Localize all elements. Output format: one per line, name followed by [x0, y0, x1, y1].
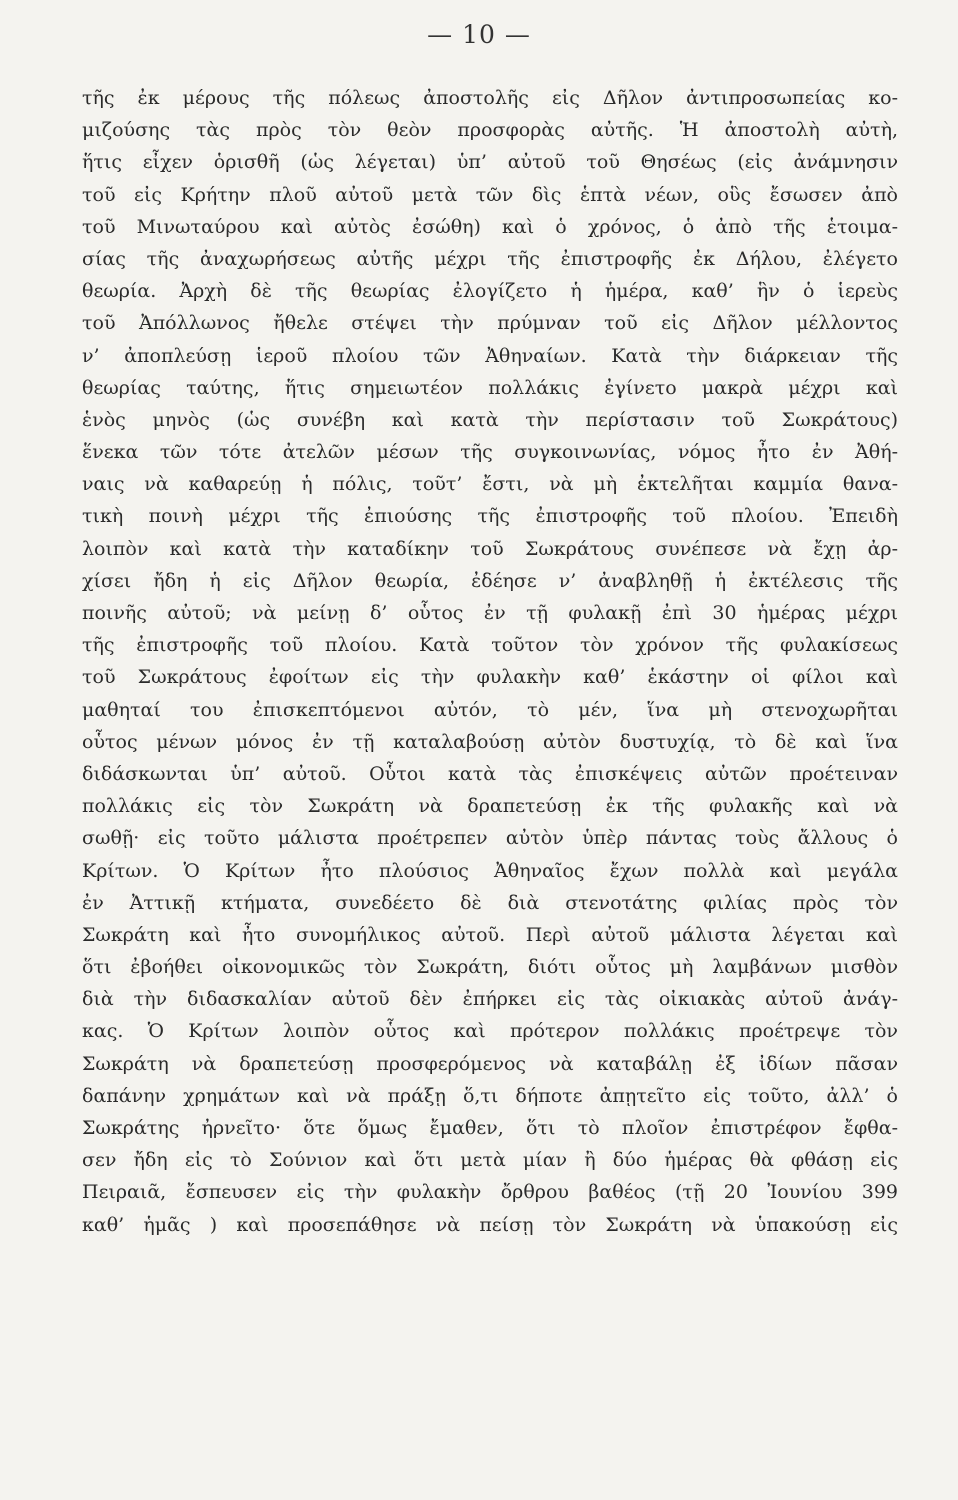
text-line: ἥτις εἶχεν ὁρισθῆ (ὡς λέγεται) ὑπ’ αὐτοῦ τοῦ Θησέως (εἰς ἀνάμνησιν: [82, 151, 898, 174]
text-line: θεωρίας ταύτης, ἥτις σημειωτέον πολλάκις ἐγίνετο μακρὰ μέχρι καὶ: [82, 376, 898, 399]
text-line: ν’ ἀποπλεύσῃ ἱεροῦ πλοίου τῶν Ἀθηναίων. Κατὰ τὴν διάρκειαν τῆς: [82, 344, 898, 367]
text-line: Σωκράτη νὰ δραπετεύσῃ προσφερόμενος νὰ καταβάλῃ ἐξ ἰδίων πᾶσαν: [82, 1052, 898, 1075]
text-line: καθ’ ἡμᾶς ) καὶ προσεπάθησε νὰ πείσῃ τὸν Σωκράτη νὰ ὑπακούσῃ εἰς: [82, 1213, 898, 1236]
text-line: διὰ τὴν διδασκαλίαν αὐτοῦ δὲν ἐπήρκει εἰς τὰς οἰκιακὰς αὐτοῦ ἀνάγ-: [82, 988, 898, 1011]
text-line: οὗτος μένων μόνος ἐν τῇ καταλαβούσῃ αὐτὸν δυστυχίᾳ, τὸ δὲ καὶ ἵνα: [82, 730, 898, 753]
text-line: ἕνεκα τῶν τότε ἀτελῶν μέσων τῆς συγκοινωνίας, νόμος ἦτο ἐν Ἀθή-: [82, 441, 898, 464]
text-line: χίσει ἤδη ἡ εἰς Δῆλον θεωρία, ἐδέησε ν’ ἀναβληθῇ ἡ ἐκτέλεσις τῆς: [82, 569, 898, 592]
text-line: τῆς ἐκ μέρους τῆς πόλεως ἀποστολῆς εἰς Δῆλον ἀντιπροσωπείας κο-: [82, 87, 898, 109]
text-line: Σωκράτη καὶ ἦτο συνομήλικος αὐτοῦ. Περὶ αὐτοῦ μάλιστα λέγεται καὶ: [82, 923, 898, 946]
text-line: σεν ἤδη εἰς τὸ Σούνιον καὶ ὅτι μετὰ μίαν ἢ δύο ἡμέρας θὰ φθάσῃ εἰς: [82, 1149, 898, 1172]
text-line: μιζούσης τὰς πρὸς τὸν θεὸν προσφορὰς αὐτῆς. Ἡ ἀποστολὴ αὐτὴ,: [82, 119, 898, 142]
text-line: τοῦ Ἀπόλλωνος ἤθελε στέψει τὴν πρύμναν τοῦ εἰς Δῆλον μέλλοντος: [82, 312, 898, 335]
text-line: θεωρία. Ἀρχὴ δὲ τῆς θεωρίας ἐλογίζετο ἡ ἡμέρα, καθ’ ἣν ὁ ἱερεὺς: [82, 280, 898, 303]
text-line: ἐν Ἀττικῇ κτήματα, συνεδέετο δὲ διὰ στενοτάτης φιλίας πρὸς τὸν: [82, 891, 898, 914]
text-line: τοῦ Μινωταύρου καὶ αὐτὸς ἐσώθη) καὶ ὁ χρόνος, ὁ ἀπὸ τῆς ἑτοιμα-: [82, 215, 898, 238]
text-line: ἑνὸς μηνὸς (ὡς συνέβη καὶ κατὰ τὴν περίστασιν τοῦ Σωκράτους): [82, 408, 898, 431]
text-line: Πειραιᾶ, ἔσπευσεν εἰς τὴν φυλακὴν ὄρθρου βαθέος (τῇ 20 Ἰουνίου 399: [82, 1181, 898, 1204]
text-line: μαθηταί του ἐπισκεπτόμενοι αὐτόν, τὸ μέν, ἵνα μὴ στενοχωρῆται: [82, 698, 898, 721]
text-line: σωθῇ· εἰς τοῦτο μάλιστα προέτρεπεν αὐτὸν ὑπὲρ πάντας τοὺς ἄλλους ὁ: [82, 827, 898, 850]
text-line: ὅτι ἐβοήθει οἰκονομικῶς τὸν Σωκράτη, διότι οὗτος μὴ λαμβάνων μισθὸν: [82, 956, 898, 979]
text-line: τοῦ Σωκράτους ἐφοίτων εἰς τὴν φυλακὴν καθ’ ἑκάστην οἱ φίλοι καὶ: [82, 666, 898, 689]
text-line: τικὴ ποινὴ μέχρι τῆς ἐπιούσης τῆς ἐπιστροφῆς τοῦ πλοίου. Ἐπειδὴ: [82, 505, 898, 528]
text-line: ποινῆς αὐτοῦ; νὰ μείνῃ δ’ οὗτος ἐν τῇ φυλακῇ ἐπὶ 30 ἡμέρας μέχρι: [82, 602, 898, 624]
text-line: σίας τῆς ἀναχωρήσεως αὐτῆς μέχρι τῆς ἐπιστροφῆς ἐκ Δήλου, ἐλέγετο: [82, 247, 898, 270]
text-line: Σωκράτης ἠρνεῖτο· ὅτε ὅμως ἔμαθεν, ὅτι τὸ πλοῖον ἐπιστρέφον ἔφθα-: [82, 1117, 898, 1139]
text-line: κας. Ὁ Κρίτων λοιπὸν οὗτος καὶ πρότερον πολλάκις προέτρεψε τὸν: [82, 1020, 898, 1043]
text-line: Κρίτων. Ὁ Κρίτων ἦτο πλούσιος Ἀθηναῖος ἔχων πολλὰ καὶ μεγάλα: [82, 859, 898, 882]
text-line: τοῦ εἰς Κρήτην πλοῦ αὐτοῦ μετὰ τῶν δὶς ἑπτὰ νέων, οὓς ἔσωσεν ἀπὸ: [82, 183, 898, 206]
text-line: δαπάνην χρημάτων καὶ νὰ πράξῃ ὅ,τι δήποτε ἀπῃτεῖτο εἰς τοῦτο, ἀλλ’ ὁ: [82, 1084, 898, 1107]
text-line: πολλάκις εἰς τὸν Σωκράτη νὰ δραπετεύσῃ ἐκ τῆς φυλακῆς καὶ νὰ: [82, 795, 898, 818]
text-line: λοιπὸν καὶ κατὰ τὴν καταδίκην τοῦ Σωκράτους συνέπεσε νὰ ἔχῃ ἀρ-: [82, 537, 898, 560]
text-line: διδάσκωνται ὑπ’ αὐτοῦ. Οὗτοι κατὰ τὰς ἐπισκέψεις αὐτῶν προέτειναν: [82, 762, 898, 785]
text-line: ναις νὰ καθαρεύῃ ἡ πόλις, τοῦτ’ ἔστι, νὰ μὴ ἐκτελῆται καμμία θανα-: [82, 473, 898, 496]
text-line: τῆς ἐπιστροφῆς τοῦ πλοίου. Κατὰ τοῦτον τὸν χρόνον τῆς φυλακίσεως: [82, 634, 898, 657]
page-number: — 10 —: [427, 20, 531, 49]
body-text: [82, 82, 898, 1241]
